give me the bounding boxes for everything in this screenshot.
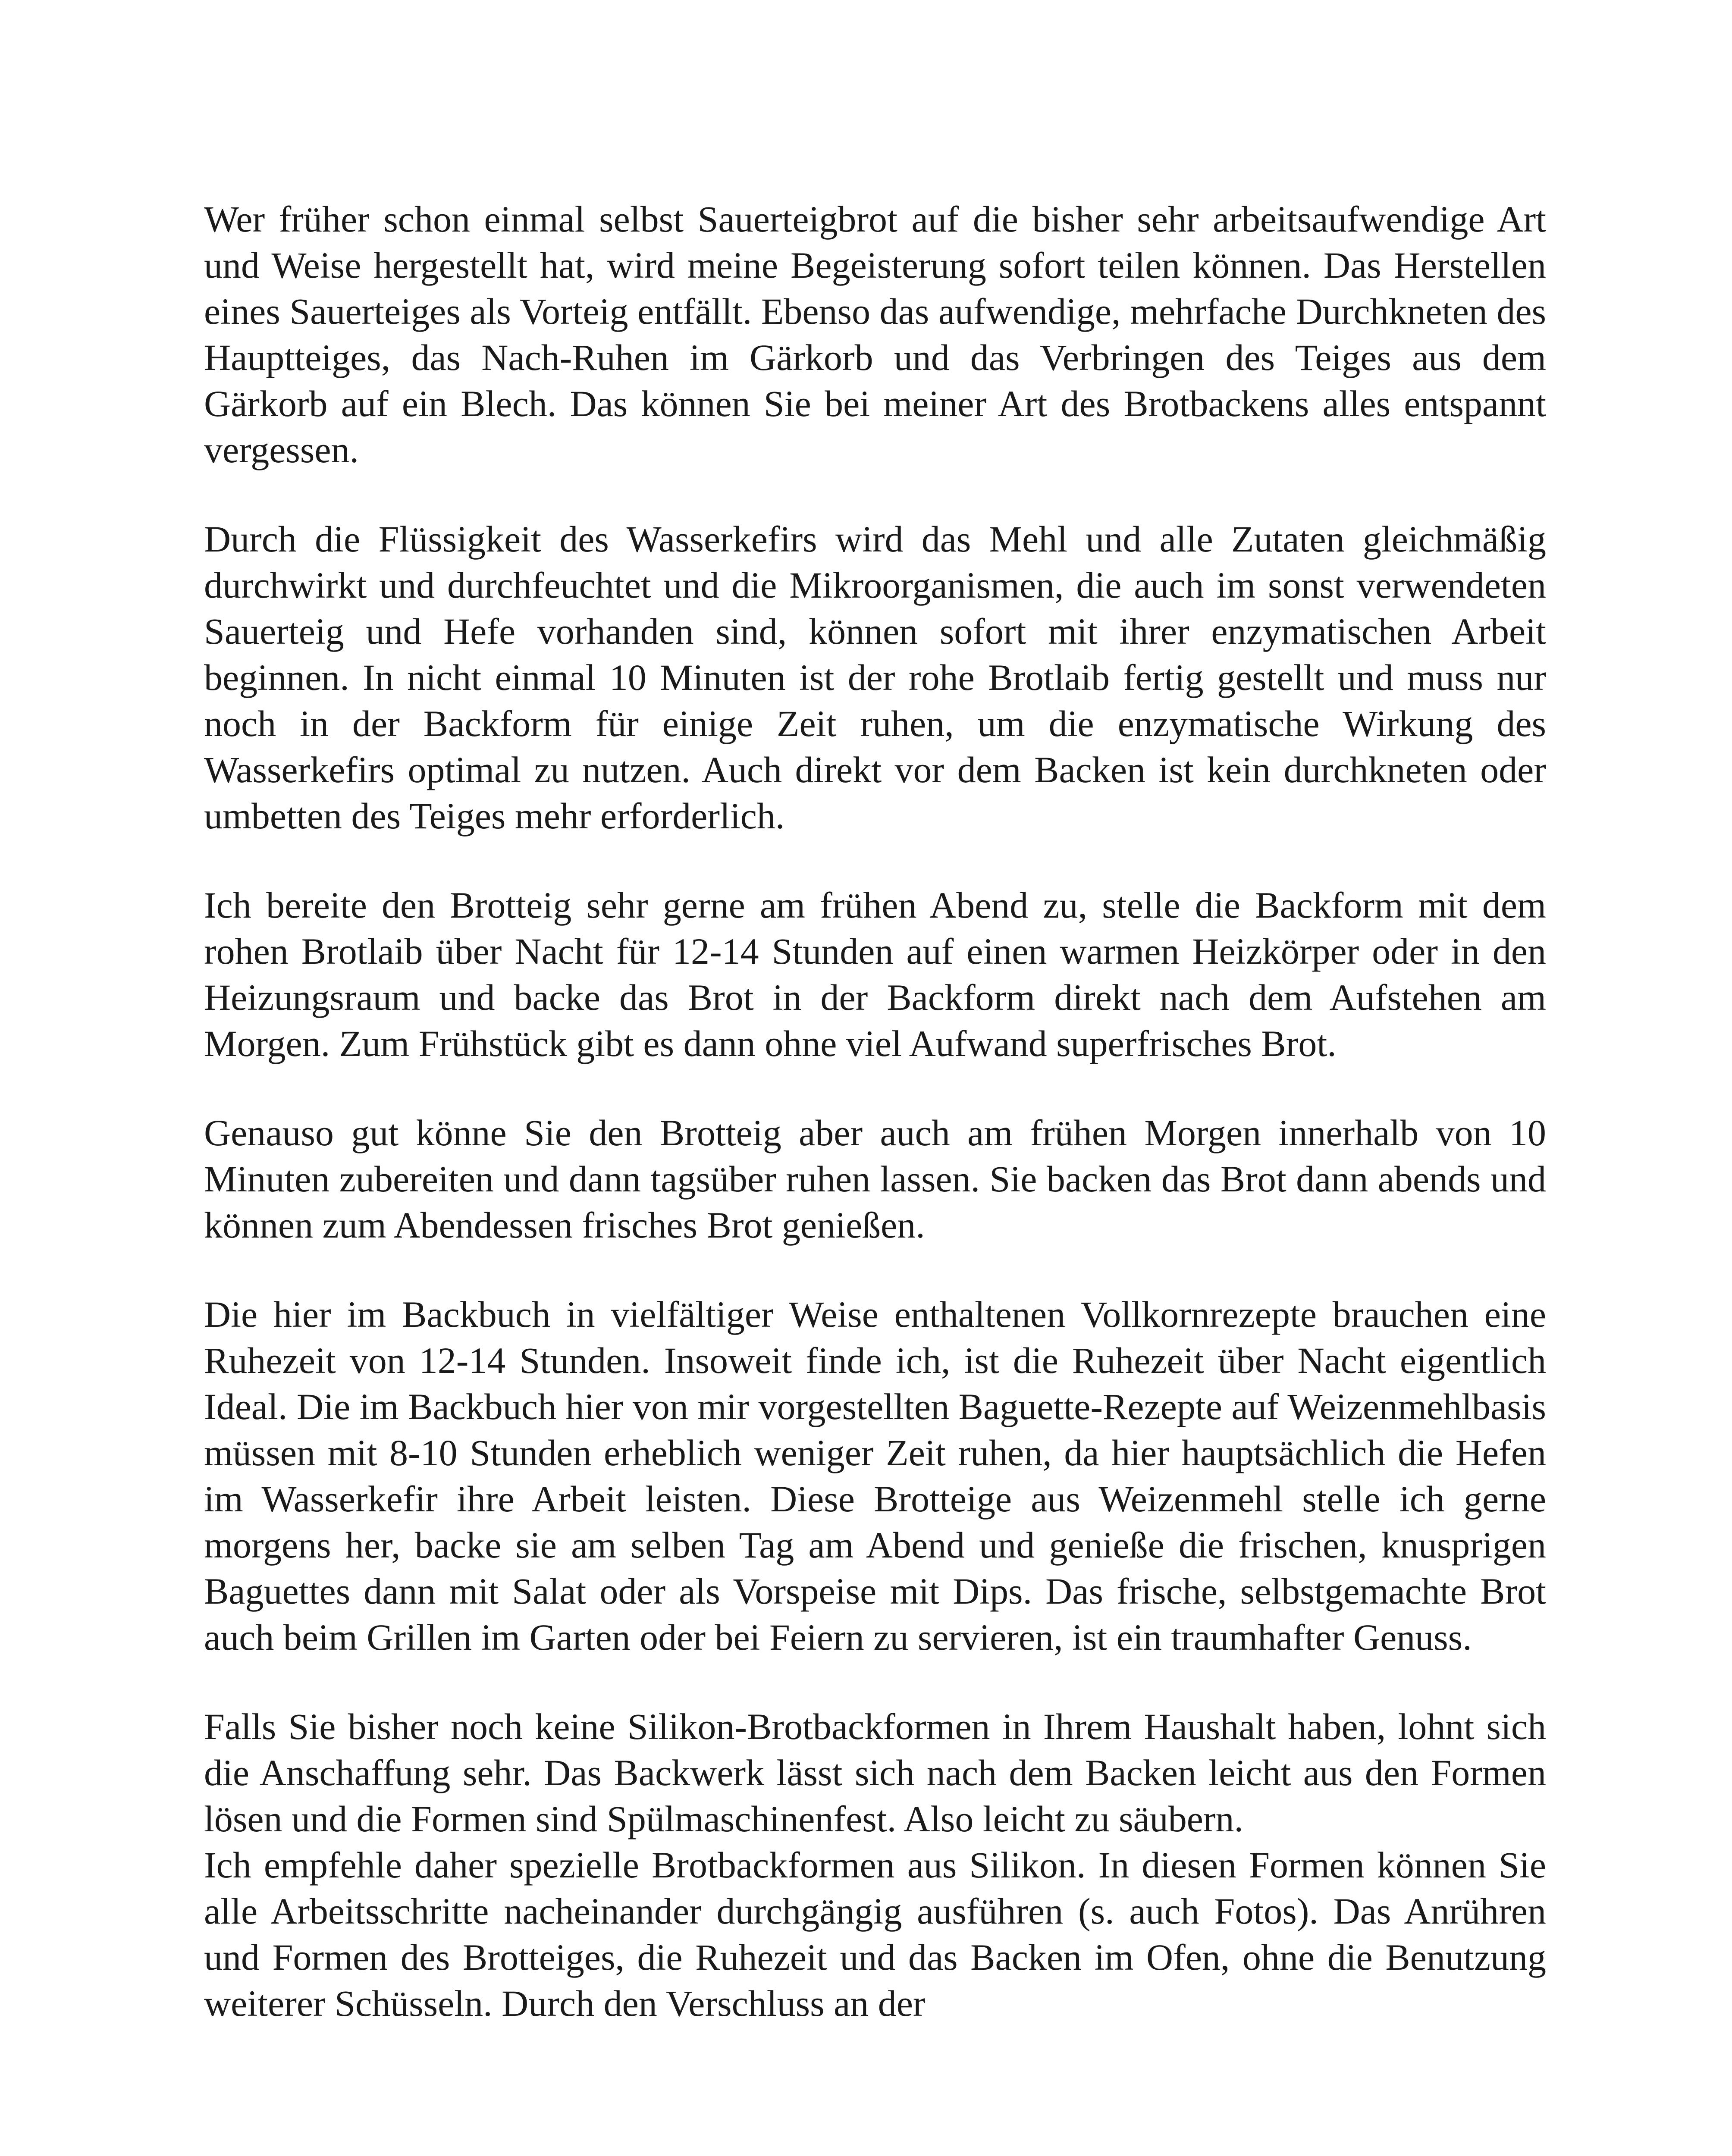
paragraph-intro: Wer früher schon einmal selbst Sauerteigbrot auf die bisher sehr arbeitsaufwendige Art und Weise hergestellt hat, wird meine Begeisterung sofort teilen können. Das Herstellen eines Sauerteiges als Vorteig entfällt. Ebenso das aufwendige, mehrfache Durchkneten des Hauptteiges, das Nach-Ruhen im Gärkorb und das Verbringen des Teiges aus dem Gärkorb auf ein Blech. Das können Sie bei meiner Art des Brotbackens alles entspannt vergessen. [204, 198, 1546, 470]
paragraph-resting-times: Die hier im Backbuch in vielfältiger Weise enthaltenen Vollkornrezepte brauchen eine Ruhezeit von 12-14 Stunden. Insoweit finde ich, ist die Ruhezeit über Nacht eigentlich Ideal. Die im Backbuch hier von mir vorgestellten Baguette-Rezepte auf Weizenmehlbasis müssen mit 8-10 Stunden erheblich weniger Zeit ruhen, da hier hauptsächlich die Hefen im Wasserkefir ihre Arbeit leisten. Diese Brotteige aus Weizenmehl stelle ich gerne morgens her, backe sie am selben Tag am Abend und genieße die frischen, knusprigen Baguettes dann mit Salat oder als Vorspeise mit Dips. Das frische, selbstgemachte Brot auch beim Grillen im Garten oder bei Feiern zu servieren, ist ein traumhafter Genuss. [204, 1294, 1546, 1658]
paragraph-evening-prep: Ich bereite den Brotteig sehr gerne am frühen Abend zu, stelle die Backform mit dem rohen Brotlaib über Nacht für 12-14 Stunden auf einen warmen Heizkörper oder in den Heizungsraum und backe das Brot in der Backform direkt nach dem Aufstehen am Morgen. Zum Frühstück gibt es dann ohne viel Aufwand superfrisches Brot. [204, 884, 1546, 1064]
body-text [204, 196, 1546, 2070]
paragraph-water-kefir: Durch die Flüssigkeit des Wasserkefirs wird das Mehl und alle Zutaten gleichmäßig durchwirkt und durchfeuchtet und die Mikroorganismen, die auch im sonst verwendeten Sauerteig und Hefe vorhanden sind, können sofort mit ihrer enzymatischen Arbeit beginnen. In nicht einmal 10 Minuten ist der rohe Brotlaib fertig gestellt und muss nur noch in der Backform für einige Zeit ruhen, um die enzymatische Wirkung des Wasserkefirs optimal zu nutzen. Auch direkt vor dem Backen ist kein durchkneten oder umbetten des Teiges mehr erforderlich. [204, 518, 1546, 837]
paragraph-recommendation: Ich empfehle daher spezielle Brotbackformen aus Silikon. In diesen Formen können Sie alle Arbeitsschritte nacheinander durchgängig ausführen (s. auch Fotos). Das Anrühren und Formen des Brotteiges, die Ruhezeit und das Backen im Ofen, ohne die Benutzung weiterer Schüsseln. Durch den Verschluss an der [204, 1844, 1546, 2024]
paragraph-morning-prep: Genauso gut könne Sie den Brotteig aber auch am frühen Morgen innerhalb von 10 Minuten zubereiten und dann tagsüber ruhen lassen. Sie backen das Brot dann abends und können zum Abendessen frisches Brot genießen. [204, 1112, 1546, 1246]
paragraph-silicone-forms: Falls Sie bisher noch keine Silikon-Brotbackformen in Ihrem Haushalt haben, lohnt sich die Anschaffung sehr. Das Backwerk lässt sich nach dem Backen leicht aus den Formen lösen und die Formen sind Spülmaschinenfest. Also leicht zu säubern. [204, 1706, 1546, 1839]
